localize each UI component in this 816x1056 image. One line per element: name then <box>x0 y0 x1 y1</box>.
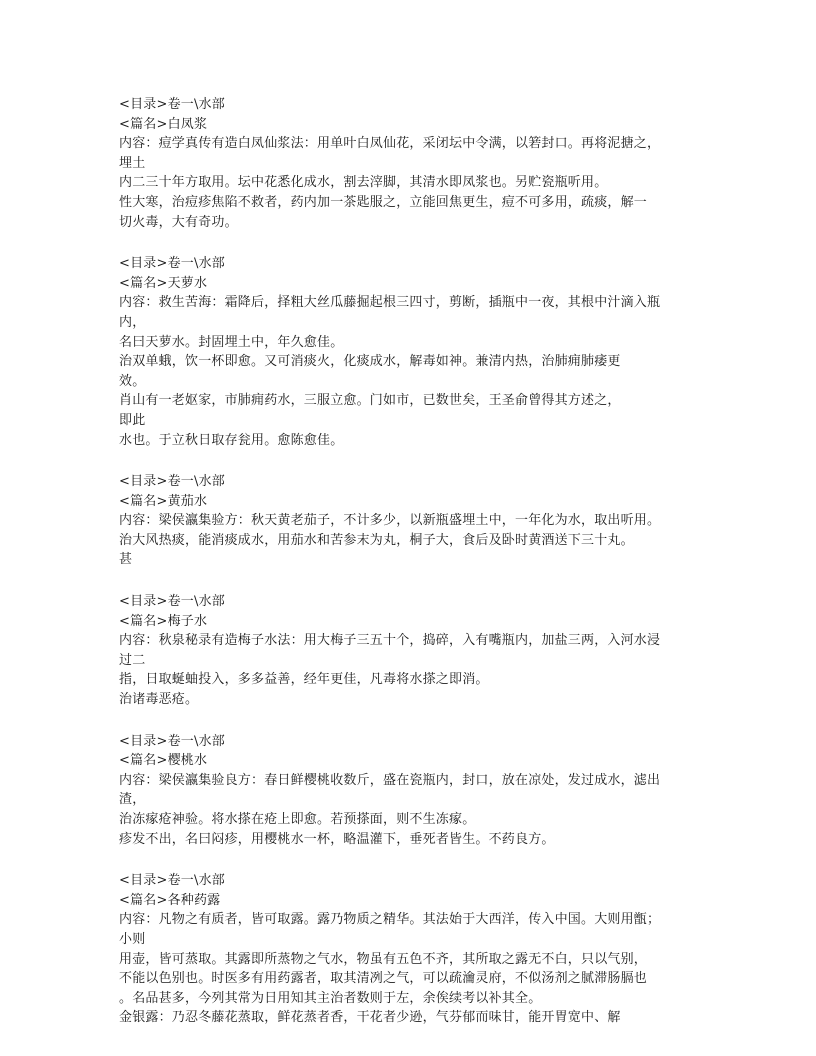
content-line: 内容：凡物之有质者，皆可取露。露乃物质之精华。其法始于大西洋，传入中国。大则用甑； <box>119 912 661 928</box>
entry-mei-zi-shui <box>119 592 709 710</box>
chapter-title-line: <篇名>梅子水 <box>119 613 208 629</box>
content-line: 内容：痘学真传有造白凤仙浆法：用单叶白凤仙花，采闭坛中令满，以箬封口。再将泥搪之， <box>119 136 661 152</box>
content-line: 性大寒，治痘疹焦陷不救者，药内加一茶匙服之，立能回焦更生，痘不可多用，疏痰，解一 <box>119 194 648 210</box>
content-line: 治大风热痰，能消痰成水，用茄水和苦参末为丸，桐子大，食后及卧时黄酒送下三十丸。 <box>119 532 634 548</box>
content-line: 名曰天萝水。封固埋土中，年久愈佳。 <box>119 334 344 350</box>
entry-ge-zhong-yao-lu <box>119 871 709 1028</box>
content-line: 治冻瘃疮神验。将水搽在疮上即愈。若预搽面，则不生冻瘃。 <box>119 812 476 827</box>
content-line: 小则 <box>119 931 146 947</box>
content-line: 效。 <box>119 373 146 389</box>
content-line: 用壶，皆可蒸取。其露即所蒸物之气水，物虽有五色不齐，其所取之露无不白，只以气别， <box>119 951 648 967</box>
catalog-line: <目录>卷一\水部 <box>119 474 225 490</box>
entry-huang-qie-shui <box>119 472 709 570</box>
entry-ying-tao-shui <box>119 732 709 850</box>
content-line: 渣， <box>119 792 146 808</box>
content-line: 内二三十年方取用。坛中花悉化成水，割去滓脚，其清水即凤浆也。另贮瓷瓶听用。 <box>119 175 608 191</box>
content-line: 内， <box>119 314 146 330</box>
content-line: 肖山有一老妪家，市肺痈药水，三服立愈。门如市，已数世矣，王圣俞曾得其方述之， <box>119 393 621 409</box>
content-line: 过二 <box>119 652 146 668</box>
catalog-line: <目录>卷一\水部 <box>119 97 225 112</box>
content-line: 。名品甚多，今列其常为日用知其主治者数则于左，余俟续考以补其全。 <box>119 990 542 1006</box>
content-line: 内容：梁侯瀛集验良方：春日鲜樱桃收数斤，盛在瓷瓶内，封口，放在凉处，发过成水，滤出 <box>119 772 661 788</box>
chapter-title-line: <篇名>樱桃水 <box>119 753 208 769</box>
entry-tian-luo-shui <box>119 254 709 450</box>
chapter-title-line: <篇名>黄茄水 <box>119 493 208 509</box>
catalog-line: <目录>卷一\水部 <box>119 256 225 272</box>
content-line: 指，日取蜒蚰投入，多多益善，经年更佳，凡毒将水搽之即消。 <box>119 672 489 688</box>
catalog-line: <目录>卷一\水部 <box>119 733 225 749</box>
content-line: 内容：救生苦海：霜降后，择粗大丝瓜藤掘起根三四寸，剪断，插瓶中一夜，其根中汁滴入瓶 <box>119 295 661 311</box>
chapter-title-line: <篇名>天萝水 <box>119 275 208 291</box>
content-line: 埋土 <box>119 155 146 171</box>
catalog-line: <目录>卷一\水部 <box>119 873 225 889</box>
content-line: 水也。于立秋日取存瓮用。愈陈愈佳。 <box>119 432 344 448</box>
content-line: 即此 <box>119 412 146 428</box>
chapter-title-line: <篇名>各种药露 <box>119 892 221 908</box>
content-line: 金银露：乃忍冬藤花蒸取，鲜花蒸者香，干花者少逊，气芬郁而味甘，能开胃宽中、解 <box>119 1010 621 1026</box>
content-line: 内容：秋泉秘录有造梅子水法：用大梅子三五十个，捣碎，入有嘴瓶内，加盐三两，入河水浸 <box>119 633 661 649</box>
content-line: 治诸毒恶疮。 <box>119 692 199 708</box>
content-line: 治双单蛾，饮一杯即愈。又可消痰火，化痰成水，解毒如神。兼清内热，治肺痈肺痿更 <box>119 354 621 370</box>
content-line: 疹发不出，名曰闷疹，用樱桃水一杯，略温灌下，垂死者皆生。不药良方。 <box>119 831 555 847</box>
entry-bai-feng-jiang <box>119 95 709 232</box>
content-line: 切火毒，大有奇功。 <box>119 214 238 230</box>
catalog-line: <目录>卷一\水部 <box>119 594 225 610</box>
chapter-title-line: <篇名>白凤浆 <box>119 116 208 132</box>
document-page <box>119 95 709 1050</box>
content-line: 不能以色别也。时医多有用药露者，取其清冽之气，可以疏瀹灵府，不似汤剂之腻滞肠膈也 <box>119 971 648 987</box>
content-line: 内容：梁侯瀛集验方：秋天黄老茄子，不计多少，以新瓶盛埋土中，一年化为水，取出听用。 <box>119 513 661 529</box>
content-line: 甚 <box>119 552 133 568</box>
